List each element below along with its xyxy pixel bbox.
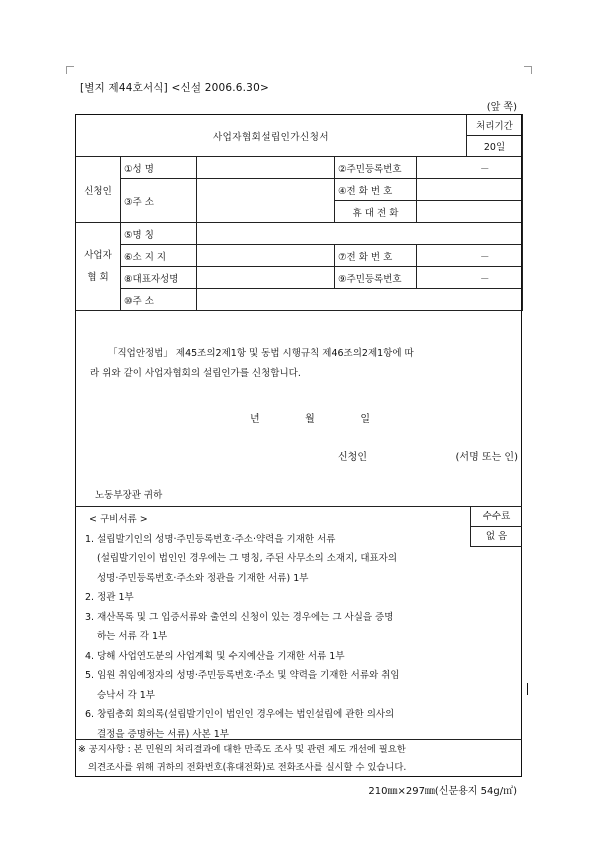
statement-line-2: 라 위와 같이 사업자협회의 설립인가를 신청합니다. <box>90 368 301 379</box>
fee-label: 수수료 <box>471 507 522 527</box>
representative-address-label: ⑩주 소 <box>121 289 197 311</box>
application-table <box>75 114 523 311</box>
document-item: 결정을 증명하는 서류) 사본 1부 <box>97 728 229 740</box>
required-documents <box>85 510 525 744</box>
date-year-label: 년 <box>250 414 260 425</box>
document-item: (설립발기인이 법인인 경우에는 그 명칭, 주된 사무소의 소재지, 대표자의 <box>97 553 398 564</box>
fee-value: 없 음 <box>471 527 522 547</box>
association-phone-label: ⑦전 화 번 호 <box>335 245 417 267</box>
association-location-field[interactable] <box>197 245 335 267</box>
signature-line[interactable] <box>338 448 518 463</box>
document-item: 승낙서 각 1부 <box>97 689 155 701</box>
applicant-name-label: ①성 명 <box>121 157 197 179</box>
processing-period-value: 20일 <box>467 136 523 157</box>
document-item: 2. 정관 1부 <box>85 592 134 603</box>
applicant-phone-label: ④전 화 번 호 <box>335 179 417 201</box>
document-item: 1. 설립발기인의 성명·주민등록번호·주소·약력을 기재한 서류 <box>85 533 336 545</box>
signature-note: (서명 또는 인) <box>455 452 518 463</box>
date-month-label: 월 <box>305 414 315 425</box>
representative-rrn-label: ⑨주민등록번호 <box>335 267 417 289</box>
notice-line-2: 의견조사를 위해 귀하의 전화번호(휴대전화)로 전화조사를 실시할 수 있습니다. <box>88 762 407 773</box>
association-label-line1: 사업자 <box>84 249 112 261</box>
applicant-rrn-label: ②주민등록번호 <box>335 157 417 179</box>
application-statement <box>90 344 510 384</box>
representative-rrn-field[interactable] <box>417 267 523 289</box>
association-location-label: ⑥소 지 지 <box>121 245 197 267</box>
application-date[interactable] <box>250 410 370 425</box>
date-day-label: 일 <box>360 414 370 425</box>
applicant-address-field[interactable] <box>197 179 335 223</box>
document-item: 5. 임원 취임예정자의 성명·주민등록번호·주소 및 약력을 기재한 서류와 취임 <box>85 670 400 681</box>
signature-label: 신청인 <box>338 452 367 463</box>
notice <box>78 741 518 777</box>
text-cursor <box>527 683 528 695</box>
corner-mark-top-left <box>66 66 74 74</box>
association-name-field[interactable] <box>197 223 523 245</box>
association-name-label: ⑤명 칭 <box>121 223 197 245</box>
phone-dash: － <box>480 251 490 263</box>
rep-rrn-dash: － <box>480 273 490 285</box>
documents-header: < 구비서류 > <box>89 514 148 525</box>
documents-separator <box>75 506 522 507</box>
applicant-name-field[interactable] <box>197 157 335 179</box>
statement-line-1: 「직업안정법」 제45조의2제1항 및 동법 시행규칙 제46조의2제1항에 따 <box>108 348 414 359</box>
recipient-line: 노동부장관 귀하 <box>95 490 163 501</box>
applicant-mobile-label: 휴 대 전 화 <box>335 201 417 223</box>
notice-line-1: ※ 공지사항 : 본 민원의 처리결과에 대한 만족도 조사 및 관련 제도 개선에 필요한 <box>78 744 406 755</box>
document-item: 성명·주민등록번호·주소와 정관을 기재한 서류) 1부 <box>97 572 309 584</box>
document-item: 4. 당해 사업연도분의 사업계획 및 수지예산을 기재한 서류 1부 <box>85 650 345 662</box>
corner-mark-top-right <box>524 66 532 74</box>
applicant-phone-field[interactable] <box>417 179 523 201</box>
representative-name-label: ⑧대표자성명 <box>121 267 197 289</box>
applicant-address-label: ③주 소 <box>121 179 197 223</box>
notice-separator <box>75 739 522 740</box>
association-phone-field[interactable] <box>417 245 523 267</box>
association-section-label <box>76 223 121 311</box>
applicant-mobile-field[interactable] <box>417 201 523 223</box>
document-item: 3. 재산목록 및 그 입증서류와 출연의 신청이 있는 경우에는 그 사실을 증명 <box>85 611 394 623</box>
document-item: 6. 창립총회 회의록(설립발기인이 법인인 경우에는 법인설립에 관한 의사의 <box>85 709 395 720</box>
representative-address-field[interactable] <box>197 289 523 311</box>
processing-period-label: 처리기간 <box>467 115 523 136</box>
applicant-rrn-field[interactable] <box>417 157 523 179</box>
rrn-dash: － <box>480 163 490 175</box>
form-title: 사업자협회설립인가신청서 <box>76 115 467 157</box>
document-item: 하는 서류 각 1부 <box>97 631 168 642</box>
paper-size-footer: 210㎜×297㎜(신문용지 54g/㎡) <box>368 786 517 797</box>
representative-name-field[interactable] <box>197 267 335 289</box>
form-reference: [별지 제44호서식] <신설 2006.6.30> <box>80 82 269 94</box>
association-label-line2: 협 회 <box>87 271 109 283</box>
front-page-label: (앞 쪽) <box>486 102 517 113</box>
applicant-section-label: 신청인 <box>76 157 121 223</box>
